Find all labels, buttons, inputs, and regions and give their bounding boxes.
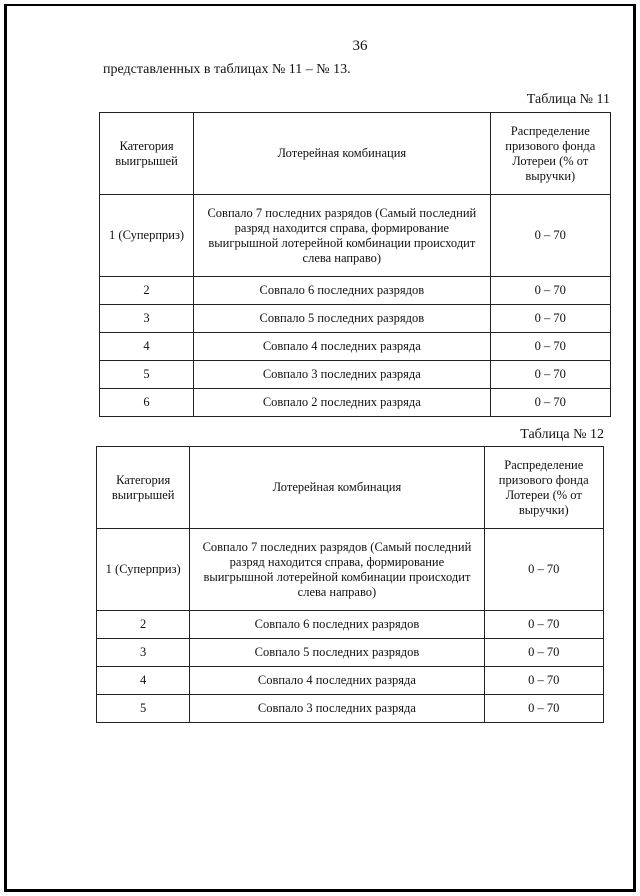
header-combination: Лотерейная комбинация: [194, 113, 490, 195]
cell-distribution: 0 – 70: [484, 611, 603, 639]
cell-combination: Совпало 6 последних разрядов: [190, 611, 484, 639]
table-row: [100, 305, 611, 333]
table-row: [100, 195, 611, 277]
cell-category: 2: [100, 277, 194, 305]
cell-combination: Совпало 5 последних разрядов: [194, 305, 490, 333]
cell-category: 6: [100, 389, 194, 417]
cell-combination: Совпало 3 последних разряда: [190, 695, 484, 723]
cell-category: 3: [97, 639, 190, 667]
cell-category: 3: [100, 305, 194, 333]
cell-distribution: 0 – 70: [490, 389, 610, 417]
cell-category: 2: [97, 611, 190, 639]
header-distribution: Распределение призового фонда Лотереи (% от выручки): [490, 113, 610, 195]
cell-category: 5: [100, 361, 194, 389]
cell-category: 4: [100, 333, 194, 361]
cell-combination: Совпало 7 последних разрядов (Самый последний разряд находится справа, формирование выигрышной лотерейной комбинации происходит слева направо): [190, 529, 484, 611]
table-row: [97, 695, 604, 723]
header-combination: Лотерейная комбинация: [190, 447, 484, 529]
table-12: [96, 446, 604, 723]
table-row: [100, 277, 611, 305]
table-11: [99, 112, 611, 417]
cell-combination: Совпало 2 последних разряда: [194, 389, 490, 417]
table-header-row: [100, 113, 611, 195]
cell-category: 1 (Суперприз): [97, 529, 190, 611]
cell-combination: Совпало 4 последних разряда: [190, 667, 484, 695]
cell-distribution: 0 – 70: [484, 639, 603, 667]
cell-distribution: 0 – 70: [484, 529, 603, 611]
table-header-row: [97, 447, 604, 529]
header-category: Категория выигрышей: [100, 113, 194, 195]
table-row: [97, 611, 604, 639]
cell-category: 1 (Суперприз): [100, 195, 194, 277]
cell-combination: Совпало 5 последних разрядов: [190, 639, 484, 667]
cell-distribution: 0 – 70: [490, 305, 610, 333]
cell-distribution: 0 – 70: [490, 361, 610, 389]
table-row: [100, 333, 611, 361]
table-row: [97, 667, 604, 695]
cell-distribution: 0 – 70: [490, 333, 610, 361]
page-number: 36: [352, 38, 368, 54]
table-row: [100, 389, 611, 417]
cell-distribution: 0 – 70: [484, 667, 603, 695]
cell-combination: Совпало 3 последних разряда: [194, 361, 490, 389]
table-12-caption: Таблица № 12: [520, 427, 604, 442]
cell-distribution: 0 – 70: [490, 195, 610, 277]
cell-category: 5: [97, 695, 190, 723]
table-11-caption: Таблица № 11: [526, 92, 610, 107]
table-row: [97, 529, 604, 611]
header-category: Категория выигрышей: [97, 447, 190, 529]
table-row: [97, 639, 604, 667]
cell-category: 4: [97, 667, 190, 695]
header-distribution: Распределение призового фонда Лотереи (% от выручки): [484, 447, 603, 529]
cell-combination: Совпало 7 последних разрядов (Самый последний разряд находится справа, формирование выигрышной лотерейной комбинации происходит слева направо): [194, 195, 490, 277]
cell-combination: Совпало 4 последних разряда: [194, 333, 490, 361]
table-row: [100, 361, 611, 389]
cell-distribution: 0 – 70: [490, 277, 610, 305]
cell-distribution: 0 – 70: [484, 695, 603, 723]
cell-combination: Совпало 6 последних разрядов: [194, 277, 490, 305]
intro-text: представленных в таблицах № 11 – № 13.: [103, 62, 351, 77]
